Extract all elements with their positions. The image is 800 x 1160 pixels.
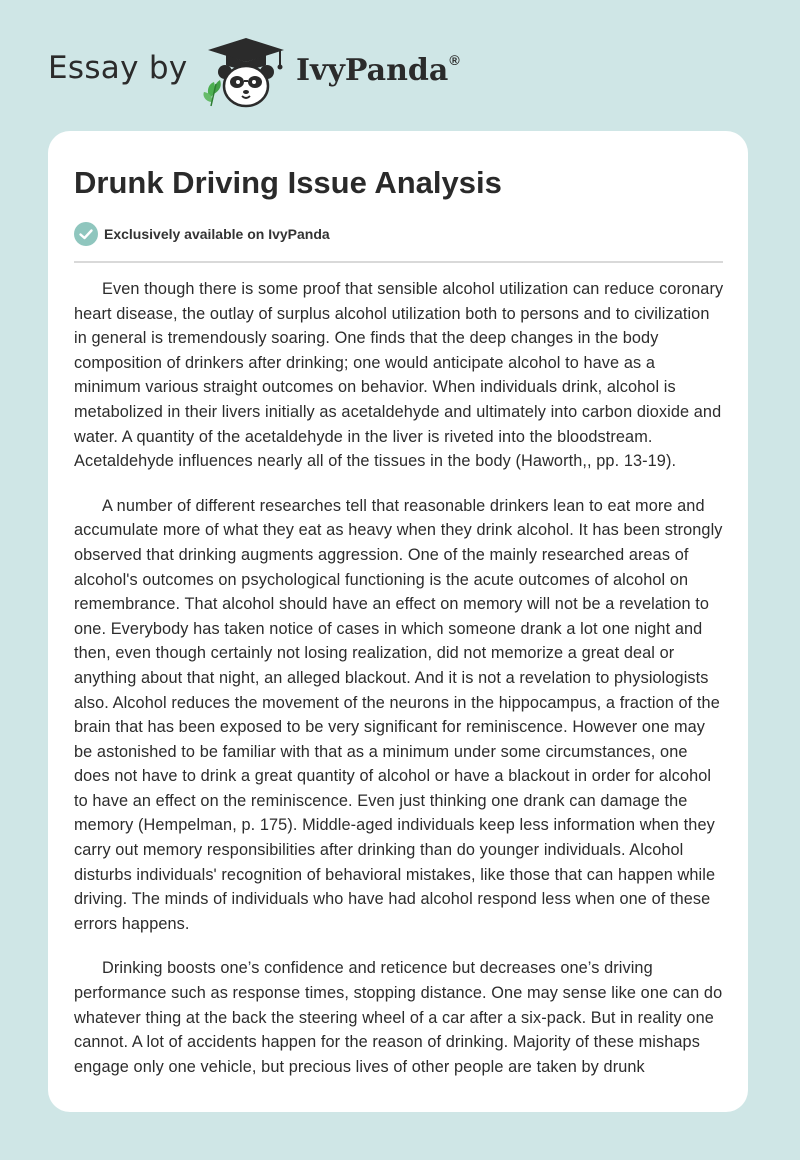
- paragraph: A number of different researches tell that reasonable drinkers lean to eat more and accumulate more of what they eat as heavy when they drink alcohol. It has been strongly observed that drinking augments aggression. One of the mainly researched areas of alcohol's outcomes on psychological functioning is the acute outcomes of alcohol on remembrance. That alcohol should have an effect on memory will not be a revelation to one. Everybody has taken notice of cases in which someone drank a lot one night and then, even though certainly not losing realization, did not memorize a great deal or anything about that night, an alleged blackout. And it is not a revelation to physiologists also. Alcohol reduces the movement of the neurons in the hippocampus, a fraction of the brain that has been exposed to be very significant for reminiscence. However one may be astonished to be familiar with that as a minimum under some circumstances, one does not have to drink a great quantity of alcohol or have a blackout in order for alcohol to have an effect on the reminiscence. Even just thinking one drank can damage the memory (Hempelman, p. 175). Middle-aged individuals keep less information when they carry out memory responsibilities after drinking than do younger individuals. Alcohol disturbs individuals' recognition of behavioral mistakes, like those that can happen while driving. The minds of individuals who have had alcohol respond less when one of these errors happens.: [74, 496, 723, 933]
- exclusive-label: Exclusively available on IvyPanda: [104, 226, 330, 242]
- check-circle-icon: [74, 222, 98, 246]
- essay-by-label: Essay by: [48, 50, 188, 86]
- brand-wordmark: IvyPanda: [296, 53, 449, 88]
- exclusive-badge: [74, 222, 330, 246]
- paragraph: Drinking boosts one’s confidence and reticence but decreases one’s driving performance such as response times, stopping distance. One may sense like one can do whatever thing at the back the steering wheel of a car after a six-pack. But in reality one cannot. A lot of accidents happen for the reason of drinking. Majority of these mishaps engage only one vehicle, but precious lives of other people are taken by drunk: [74, 959, 723, 1076]
- brand-name[interactable]: [296, 53, 460, 88]
- essay-card: [48, 131, 748, 1112]
- paragraph: Even though there is some proof that sensible alcohol utilization can reduce coronary heart disease, the outlay of surplus alcohol utilization both to persons and to civilization in general is tremendously soaring. One finds that the deep changes in the body composition of drinkers after drinking; one would anticipate alcohol to have as a minimum various straight outcomes on behavior. When individuals drink, alcohol is metabolized in their livers initially as acetaldehyde and ultimately into carbon dioxide and water. A quantity of the acetaldehyde in the liver is riveted into the bloodstream. Acetaldehyde influences nearly all of the tissues in the body (Haworth,, pp. 13-19).: [74, 280, 724, 471]
- panda-graduate-logo-icon[interactable]: [200, 36, 292, 110]
- essay-title: Drunk Driving Issue Analysis: [74, 165, 502, 200]
- title-divider: [74, 261, 723, 263]
- registered-mark: ®: [449, 52, 460, 68]
- site-header: [0, 0, 800, 130]
- essay-body: [74, 277, 726, 1099]
